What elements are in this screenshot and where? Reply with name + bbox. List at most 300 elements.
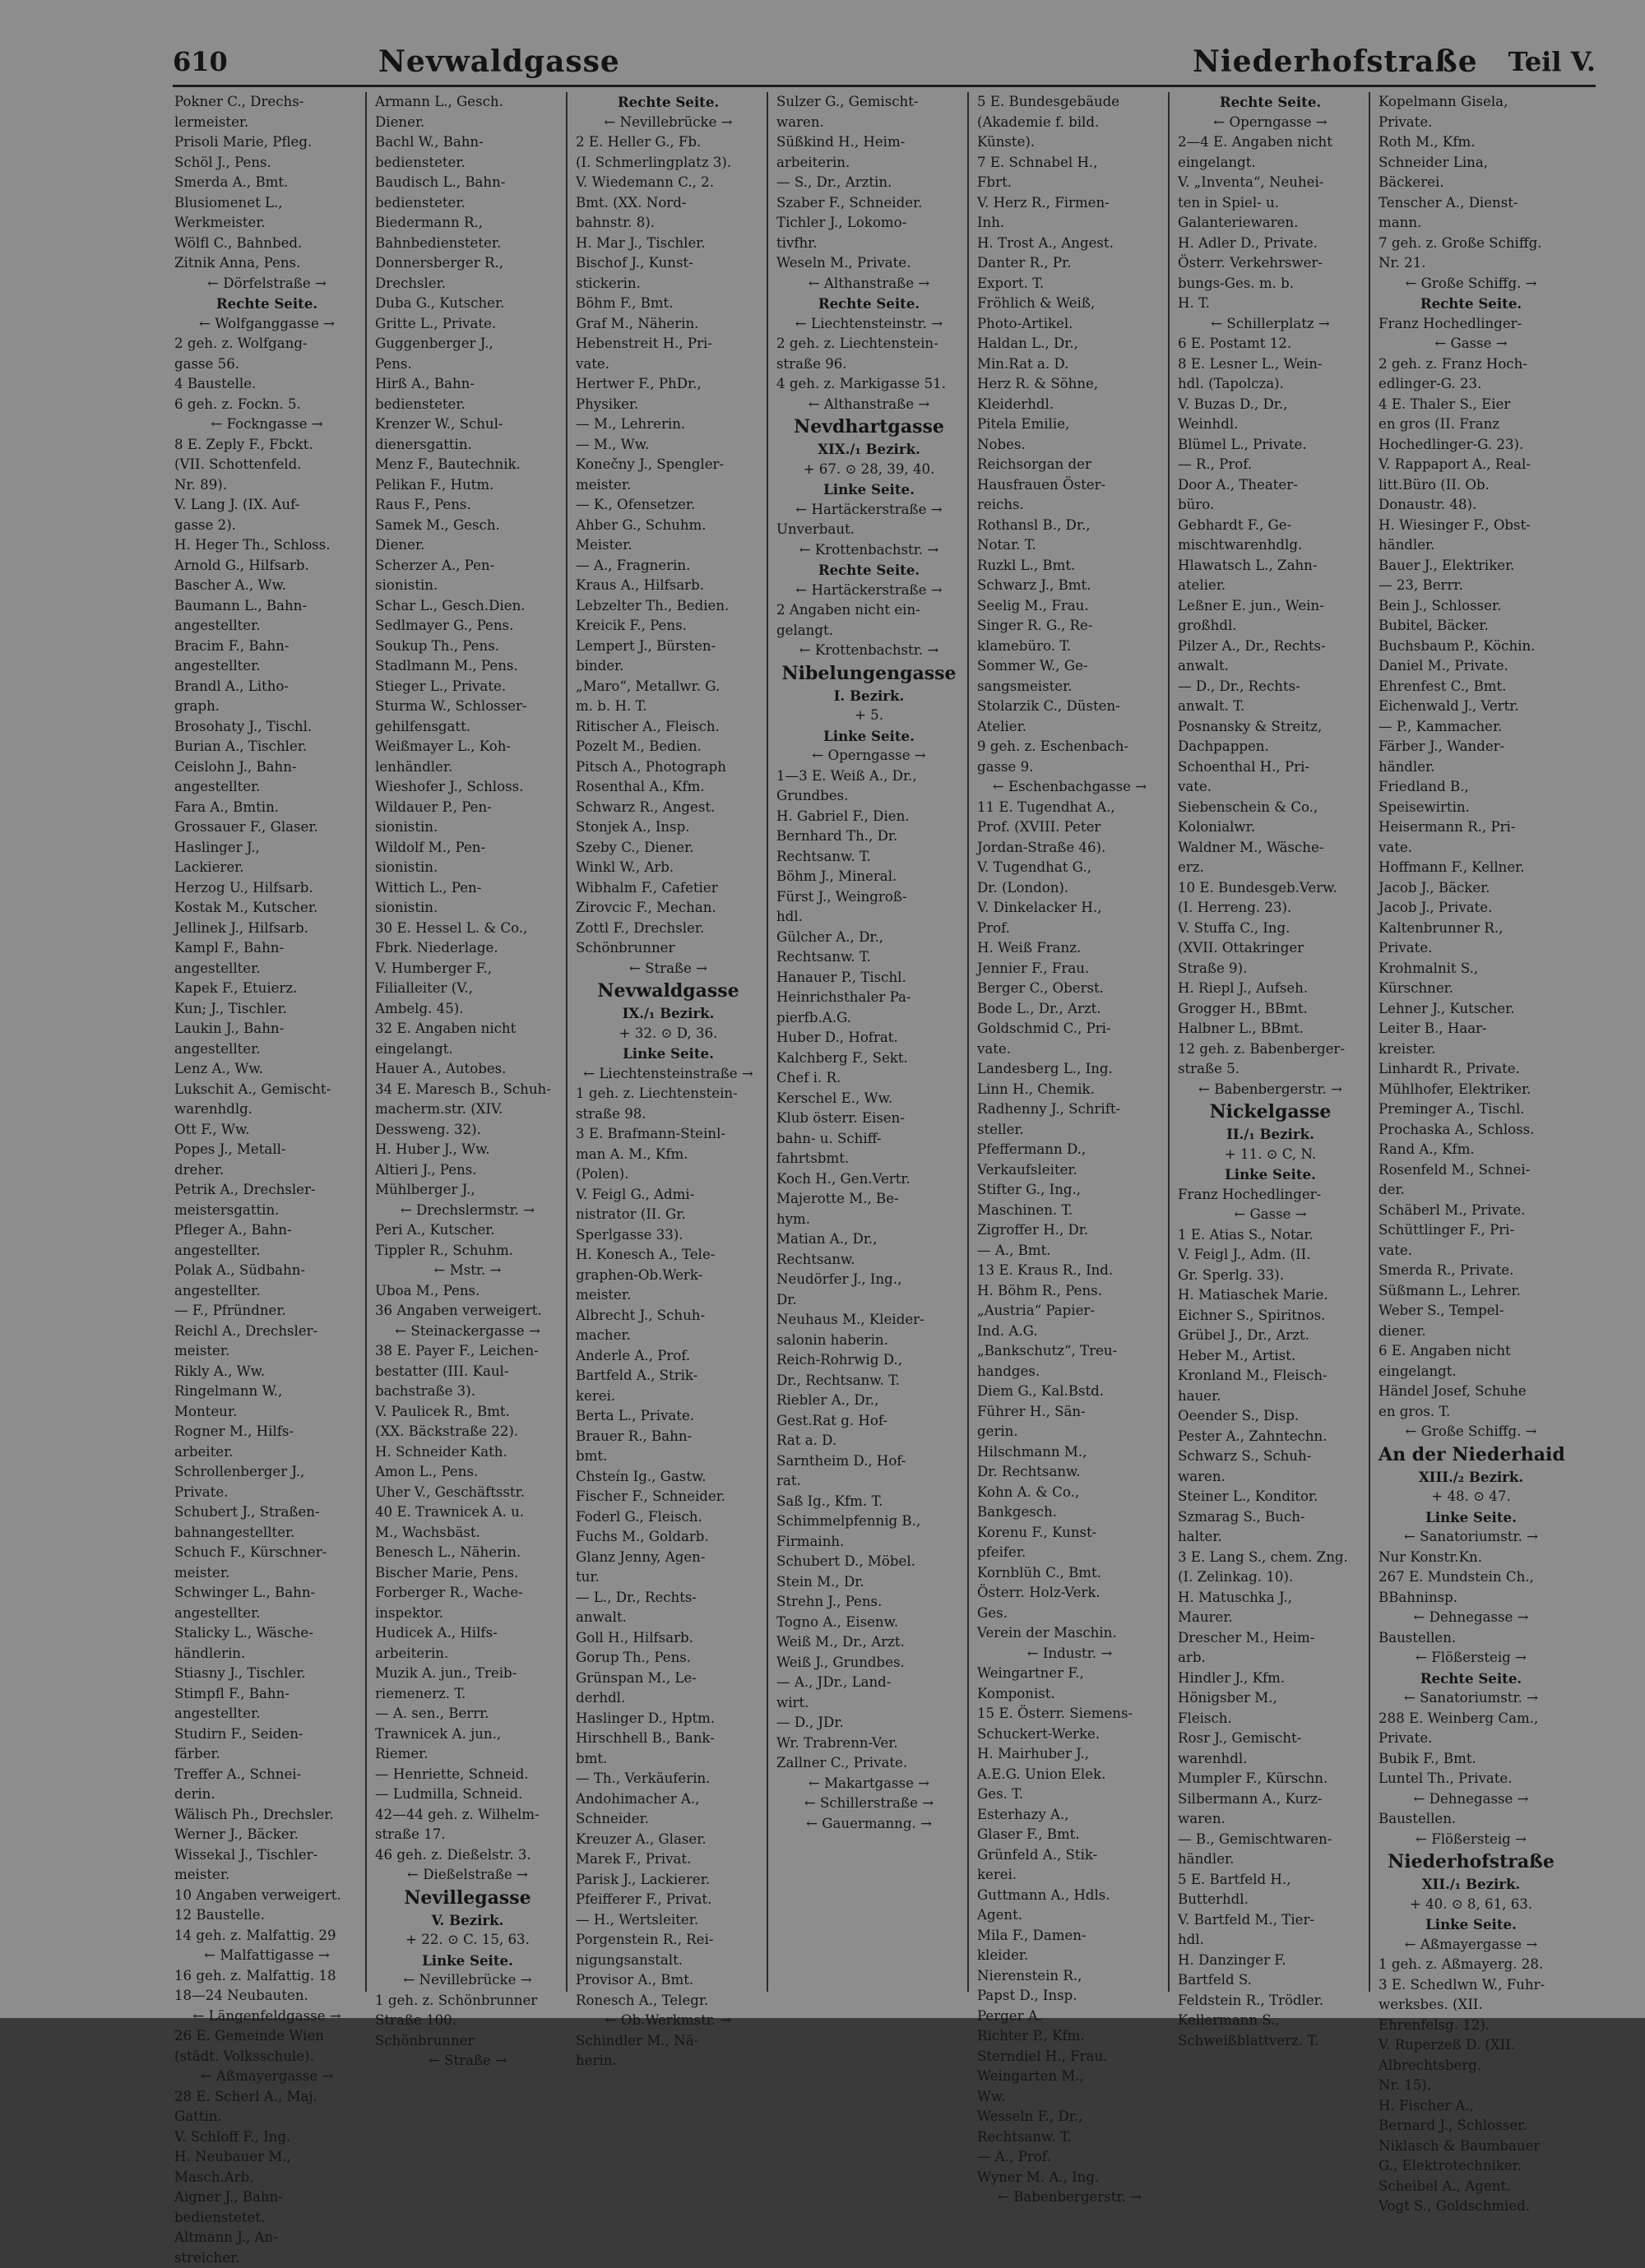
entry-line: sionistin.	[375, 898, 560, 919]
entry-line: Händel Josef, Schuhe	[1379, 1382, 1564, 1402]
postal-info: + 11. ⊙ C, N.	[1178, 1145, 1363, 1165]
cross-street: ← Ob.Werkmstr. →	[576, 2011, 761, 2031]
entry-line: Bubik F., Bmt.	[1379, 1749, 1564, 1770]
postal-info: + 32. ⊙ D, 36.	[576, 1024, 761, 1044]
entry-line: — A., Fragnerin.	[576, 556, 761, 576]
column-divider	[1168, 92, 1170, 1992]
entry-line: graph.	[174, 697, 359, 717]
entry-line: Chef i. R.	[776, 1068, 962, 1089]
entry-line: Stolarzik C., Düsten-	[977, 697, 1162, 717]
entry-line: „Austria“ Papier-	[977, 1301, 1162, 1321]
entry-line: straße 5.	[1178, 1059, 1363, 1080]
entry-line: Eichenwald J., Vertr.	[1379, 697, 1564, 717]
entry-line: — B., Gemischtwaren-	[1178, 1830, 1363, 1850]
entry-line: Feldstein R., Trödler.	[1178, 1991, 1363, 2011]
entry-line: Hirschhell B., Bank-	[576, 1729, 761, 1749]
entry-line: Bernard J., Schlosser.	[1379, 2116, 1564, 2136]
entry-line: Hebenstreit H., Pri-	[576, 334, 761, 354]
entry-line: 267 E. Mundstein Ch.,	[1379, 1567, 1564, 1588]
entry-line: Straße 9).	[1178, 959, 1363, 979]
entry-line: H. T.	[1178, 294, 1363, 314]
entry-line: Bischof J., Kunst-	[576, 253, 761, 274]
entry-line: Reichsorgan der	[977, 455, 1162, 475]
side-label: Linke Seite.	[576, 1044, 761, 1064]
entry-line: arbeiter.	[174, 1442, 359, 1463]
entry-line: Rechtsanw. T.	[776, 847, 962, 868]
entry-line: — A., Bmt.	[977, 1241, 1162, 1261]
entry-line: arbeiterin.	[776, 153, 962, 174]
entry-line: 5 E. Bundesgebäude	[977, 92, 1162, 113]
entry-line: Hausfrauen Öster-	[977, 475, 1162, 496]
entry-line: Matian A., Dr.,	[776, 1229, 962, 1250]
entry-line: halter.	[1178, 1527, 1363, 1548]
entry-line: straße 96.	[776, 354, 962, 375]
entry-line: Eichner S., Spiritnos.	[1178, 1306, 1363, 1326]
entry-line: Ehrenfelsg. 12).	[1379, 2016, 1564, 2036]
entry-line: — Henriette, Schneid.	[375, 1765, 560, 1785]
entry-line: Weseln M., Private.	[776, 253, 962, 274]
entry-line: 40 E. Trawnicek A. u.	[375, 1502, 560, 1523]
entry-line: Wildauer P., Pen-	[375, 798, 560, 818]
entry-line: Waldner M., Wäsche-	[1178, 838, 1363, 859]
column-3	[576, 92, 761, 1992]
entry-line: Papst D., Insp.	[977, 1986, 1162, 2006]
district-label: V. Bezirk.	[375, 1910, 560, 1931]
entry-line: Export. T.	[977, 274, 1162, 294]
side-label: Rechte Seite.	[1178, 92, 1363, 113]
entry-line: 2 geh. z. Liechtenstein-	[776, 334, 962, 354]
entry-line: Seelig M., Frau.	[977, 596, 1162, 617]
entry-line: Kreuzer A., Glaser.	[576, 1830, 761, 1850]
entry-line: 15 E. Österr. Siemens-	[977, 1704, 1162, 1724]
entry-line: Daniel M., Private.	[1379, 656, 1564, 677]
entry-line: Majerotte M., Be-	[776, 1189, 962, 1210]
entry-line: V. Schloff F., Ing.	[174, 2127, 359, 2148]
entry-line: H. Böhm R., Pens.	[977, 1281, 1162, 1302]
entry-line: V. Wiedemann C., 2.	[576, 173, 761, 193]
entry-line: Wr. Trabrenn-Ver.	[776, 1733, 962, 1754]
entry-line: Saß Ig., Kfm. T.	[776, 1492, 962, 1512]
entry-line: gasse 56.	[174, 354, 359, 375]
entry-line: 8 E. Lesner L., Wein-	[1178, 354, 1363, 375]
cross-street: ← Mstr. →	[375, 1261, 560, 1281]
entry-line: Klub österr. Eisen-	[776, 1109, 962, 1129]
entry-line: anwalt.	[1178, 656, 1363, 677]
entry-line: Altieri J., Pens.	[375, 1160, 560, 1181]
entry-line: 4 E. Thaler S., Eier	[1379, 395, 1564, 415]
entry-line: inspektor.	[375, 1604, 560, 1624]
entry-line: Bubitel, Bäcker.	[1379, 616, 1564, 636]
entry-line: Baumann L., Bahn-	[174, 596, 359, 617]
entry-line: Niklasch & Baumbauer	[1379, 2136, 1564, 2157]
entry-line: H. Danzinger F.	[1178, 1951, 1363, 1971]
entry-line: Benesch L., Näherin.	[375, 1543, 560, 1563]
entry-line: Dachpappen.	[1178, 737, 1363, 757]
entry-line: V. Humberger F.,	[375, 959, 560, 979]
street-heading: Nickelgasse	[1178, 1099, 1363, 1124]
entry-line: warenhdlg.	[174, 1099, 359, 1120]
cross-street: ← Aßmayergasse →	[1379, 1935, 1564, 1956]
street-heading: Nevillegasse	[375, 1886, 560, 1910]
entry-line: Lackierer.	[174, 858, 359, 878]
cross-street: ← Nevillebrücke →	[576, 113, 761, 133]
entry-line: straße 98.	[576, 1104, 761, 1125]
entry-line: — 23, Berrr.	[1379, 576, 1564, 596]
entry-line: Rechtsanw. T.	[977, 2127, 1162, 2148]
street-heading: Nevdhartgasse	[776, 414, 962, 439]
entry-line: H. Weiß Franz.	[977, 938, 1162, 959]
entry-line: Bäckerei.	[1379, 173, 1564, 193]
entry-line: Ceislohn J., Bahn-	[174, 757, 359, 778]
entry-line: — H., Wertsleiter.	[576, 1910, 761, 1931]
postal-info: + 48. ⊙ 47.	[1379, 1487, 1564, 1507]
entry-line: — M., Ww.	[576, 435, 761, 456]
entry-line: lermeister.	[174, 113, 359, 133]
entry-line: Schäberl M., Private.	[1379, 1201, 1564, 1221]
entry-line: 3 E. Lang S., chem. Zng.	[1178, 1548, 1363, 1568]
entry-line: Krenzer W., Schul-	[375, 414, 560, 435]
entry-line: Pfleger A., Bahn-	[174, 1220, 359, 1241]
entry-line: H. Adler D., Private.	[1178, 234, 1363, 254]
entry-line: Pitsch A., Photograph	[576, 757, 761, 778]
entry-line: Inh.	[977, 213, 1162, 234]
entry-line: meister.	[174, 1341, 359, 1362]
entry-line: Koch H., Gen.Vertr.	[776, 1169, 962, 1190]
entry-line: gerin.	[977, 1422, 1162, 1442]
entry-line: Tenscher A., Dienst-	[1379, 193, 1564, 214]
entry-line: Bracim F., Bahn-	[174, 636, 359, 657]
entry-line: bedienstetet.	[174, 2208, 359, 2229]
entry-line: Kohn A. & Co.,	[977, 1483, 1162, 1503]
entry-line: Rosr J., Gemischt-	[1178, 1729, 1363, 1749]
entry-line: Hanauer P., Tischl.	[776, 968, 962, 988]
entry-line: H. Schneider Kath.	[375, 1442, 560, 1463]
entry-line: fahrtsbmt.	[776, 1149, 962, 1169]
entry-line: vate.	[576, 354, 761, 375]
side-label: Linke Seite.	[1379, 1914, 1564, 1935]
entry-line: gelangt.	[776, 621, 962, 641]
entry-line: Straße 100.	[375, 2011, 560, 2031]
entry-line: Ges.	[977, 1604, 1162, 1624]
cross-street: ← Liechtensteinstraße →	[576, 1064, 761, 1085]
entry-line: Perger A.	[977, 2006, 1162, 2027]
entry-line: pierfb.A.G.	[776, 1008, 962, 1029]
entry-line: Lenz A., Ww.	[174, 1059, 359, 1080]
entry-line: Chsteín Ig., Gastw.	[576, 1467, 761, 1488]
entry-line: Lebzelter Th., Bedien.	[576, 596, 761, 617]
entry-line: Mumpler F., Kürschn.	[1178, 1769, 1363, 1789]
entry-line: bachstraße 3).	[375, 1382, 560, 1402]
entry-line: Luntel Th., Private.	[1379, 1769, 1564, 1789]
entry-line: Mühlberger J.,	[375, 1180, 560, 1201]
entry-line: Samek M., Gesch.	[375, 516, 560, 536]
street-heading: Nevwaldgasse	[576, 979, 761, 1003]
entry-line: V. Stuffa C., Ing.	[1178, 919, 1363, 939]
entry-line: Gattin.	[174, 2107, 359, 2127]
entry-line: Uher V., Geschäftsstr.	[375, 1483, 560, 1503]
entry-line: Berta L., Private.	[576, 1406, 761, 1427]
entry-line: Stimpfl F., Bahn-	[174, 1684, 359, 1705]
entry-line: Zitnik Anna, Pens.	[174, 253, 359, 274]
district-label: XII./₁ Bezirk.	[1379, 1874, 1564, 1895]
entry-line: Leiter B., Haar-	[1379, 1019, 1564, 1039]
entry-line: Speisewirtin.	[1379, 798, 1564, 818]
entry-line: vate.	[1178, 777, 1363, 798]
entry-line: (XVII. Ottakringer	[1178, 938, 1363, 959]
entry-line: bahn- u. Schiff-	[776, 1129, 962, 1150]
entry-line: Korenu F., Kunst-	[977, 1523, 1162, 1544]
entry-line: Kerschel E., Ww.	[776, 1089, 962, 1109]
entry-line: bestatter (III. Kaul-	[375, 1362, 560, 1382]
entry-line: Weißmayer L., Koh-	[375, 737, 560, 757]
entry-line: Franz Hochedlinger-	[1178, 1185, 1363, 1206]
entry-line: (Akademie f. bild.	[977, 113, 1162, 133]
entry-line: kerei.	[576, 1386, 761, 1407]
columns-area	[174, 92, 1596, 1992]
cross-street: ← Dießelstraße →	[375, 1865, 560, 1886]
cross-street: ← Operngasse →	[1178, 113, 1363, 133]
entry-line: meister.	[576, 475, 761, 496]
entry-line: Sedlmayer G., Pens.	[375, 616, 560, 636]
entry-line: Schwarz S., Schuh-	[1178, 1446, 1363, 1467]
entry-line: 3 E. Schedlwn W., Fuhr-	[1379, 1975, 1564, 1996]
entry-line: Radhenny J., Schrift-	[977, 1099, 1162, 1120]
entry-line: Weingartner F.,	[977, 1664, 1162, 1684]
entry-line: — D., Dr., Rechts-	[1178, 677, 1363, 697]
entry-line: Steiner L., Konditor.	[1178, 1487, 1363, 1507]
cross-street: ← Wolfganggasse →	[174, 314, 359, 335]
entry-line: Door A., Theater-	[1178, 475, 1363, 496]
entry-line: Meister.	[576, 535, 761, 556]
cross-street: ← Steinackergasse →	[375, 1321, 560, 1342]
street-heading: Nibelungengasse	[776, 661, 962, 686]
entry-line: Huber D., Hofrat.	[776, 1028, 962, 1048]
entry-line: eingelangt.	[1379, 1362, 1564, 1382]
cross-street: ← Operngasse →	[776, 746, 962, 766]
entry-line: Blusiomenet L.,	[174, 193, 359, 214]
entry-line: Soukup Th., Pens.	[375, 636, 560, 657]
entry-line: 1 geh. z. Schönbrunner	[375, 1991, 560, 2011]
entry-line: Mühlhofer, Elektriker.	[1379, 1080, 1564, 1100]
cross-street: ← Babenbergerstr. →	[977, 2187, 1162, 2208]
entry-line: Amon L., Pens.	[375, 1462, 560, 1483]
entry-line: Lehner J., Kutscher.	[1379, 999, 1564, 1020]
entry-line: Weiß M., Dr., Arzt.	[776, 1632, 962, 1653]
entry-line: Halbner L., BBmt.	[1178, 1019, 1363, 1039]
cross-street: ← Liechtensteinstr. →	[776, 314, 962, 335]
entry-line: 34 E. Maresch B., Schuh-	[375, 1080, 560, 1100]
entry-line: Schindler M., Nä-	[576, 2031, 761, 2052]
entry-line: Diener.	[375, 535, 560, 556]
street-heading: An der Niederhaid	[1379, 1442, 1564, 1467]
cross-street: ← Schillerstraße →	[776, 1794, 962, 1814]
column-7	[1379, 92, 1564, 1992]
entry-line: Drescher M., Heim-	[1178, 1628, 1363, 1649]
entry-line: Richter P., Kfm.	[977, 2026, 1162, 2047]
entry-line: 14 geh. z. Malfattig. 29	[174, 1926, 359, 1946]
entry-line: angestellter.	[174, 1241, 359, 1261]
entry-line: angestellter.	[174, 1039, 359, 1060]
entry-line: Muzik A. jun., Treib-	[375, 1664, 560, 1684]
cross-street: ← Fockngasse →	[174, 414, 359, 435]
entry-line: Wittich L., Pen-	[375, 878, 560, 899]
entry-line: 7 geh. z. Große Schiffg.	[1379, 234, 1564, 254]
cross-street: ← Althanstraße →	[776, 395, 962, 415]
entry-line: Bankgesch.	[977, 1502, 1162, 1523]
entry-line: hdl. (Tapolcza).	[1178, 374, 1363, 395]
entry-line: sionistin.	[375, 817, 560, 838]
entry-line: Szmarag S., Buch-	[1178, 1507, 1363, 1528]
entry-line: 1 E. Atias S., Notar.	[1178, 1225, 1363, 1246]
entry-line: anwalt.	[576, 1608, 761, 1628]
entry-line: Private.	[174, 1483, 359, 1503]
entry-line: Posnansky & Streitz,	[1178, 717, 1363, 738]
entry-line: Werkmeister.	[174, 213, 359, 234]
entry-line: 1—3 E. Weiß A., Dr.,	[776, 766, 962, 787]
entry-line: Gülcher A., Dr.,	[776, 928, 962, 948]
entry-line: Atelier.	[977, 717, 1162, 738]
entry-line: Schubert J., Straßen-	[174, 1502, 359, 1523]
entry-line: 6 E. Angaben nicht	[1379, 1341, 1564, 1362]
entry-line: riemenerz. T.	[375, 1684, 560, 1705]
entry-line: Wälisch Ph., Drechsler.	[174, 1805, 359, 1826]
entry-line: V. Ruperzeß D. (XII.	[1379, 2035, 1564, 2056]
entry-line: G., Elektrotechniker.	[1379, 2156, 1564, 2177]
entry-line: Zirovcic F., Mechan.	[576, 898, 761, 919]
entry-line: gasse 2).	[174, 516, 359, 536]
entry-line: H. Mairhuber J.,	[977, 1744, 1162, 1765]
entry-line: — D., JDr.	[776, 1713, 962, 1733]
entry-line: Anderle A., Prof.	[576, 1346, 761, 1367]
entry-line: Jordan-Straße 46).	[977, 838, 1162, 859]
entry-line: Studirn F., Seiden-	[174, 1724, 359, 1745]
entry-line: Nr. 89).	[174, 475, 359, 496]
entry-line: Esterhazy A.,	[977, 1805, 1162, 1826]
entry-line: — Th., Verkäuferin.	[576, 1769, 761, 1789]
entry-line: Rand A., Kfm.	[1379, 1140, 1564, 1160]
entry-line: nistrator (II. Gr.	[576, 1205, 761, 1225]
entry-line: — R., Prof.	[1178, 455, 1363, 475]
entry-line: Notar. T.	[977, 535, 1162, 556]
entry-line: Heisermann R., Pri-	[1379, 817, 1564, 838]
entry-line: nigungsanstalt.	[576, 1951, 761, 1971]
entry-line: waren.	[1178, 1467, 1363, 1488]
entry-line: Gebhardt F., Ge-	[1178, 516, 1363, 536]
entry-line: Schimmelpfennig B.,	[776, 1511, 962, 1532]
entry-line: 2 Angaben nicht ein-	[776, 600, 962, 621]
entry-line: Hauer A., Autobes.	[375, 1059, 560, 1080]
entry-line: Rat a. D.	[776, 1431, 962, 1451]
entry-line: Reich-Rohrwig D.,	[776, 1350, 962, 1371]
entry-line: Smerda A., Bmt.	[174, 173, 359, 193]
entry-line: Grünfeld A., Stik-	[977, 1845, 1162, 1866]
entry-line: klamebüro. T.	[977, 636, 1162, 657]
entry-line: eingelangt.	[375, 1039, 560, 1060]
entry-line: Diener.	[375, 113, 560, 133]
entry-line: Kaltenbrunner R.,	[1379, 919, 1564, 939]
entry-line: Peri A., Kutscher.	[375, 1220, 560, 1241]
entry-line: V. Feigl G., Admi-	[576, 1185, 761, 1206]
side-label: Rechte Seite.	[1379, 1669, 1564, 1689]
entry-line: H. Neubauer M.,	[174, 2147, 359, 2168]
entry-line: edlinger-G. 23.	[1379, 374, 1564, 395]
entry-line: Prochaska A., Schloss.	[1379, 1120, 1564, 1141]
entry-line: H. Riepl J., Aufseh.	[1178, 979, 1363, 999]
entry-line: Donnersberger R.,	[375, 253, 560, 274]
entry-line: Schuckert-Werke.	[977, 1724, 1162, 1745]
entry-line: Wibhalm F., Cafetier	[576, 878, 761, 899]
entry-line: Heinrichsthaler Pa-	[776, 988, 962, 1008]
entry-line: warenhdl.	[1178, 1749, 1363, 1770]
district-label: XIX./₁ Bezirk.	[776, 439, 962, 460]
district-label: XIII./₂ Bezirk.	[1379, 1467, 1564, 1488]
entry-line: Private.	[1379, 113, 1564, 133]
entry-line: Butterhdl.	[1178, 1890, 1363, 1910]
entry-line: Galanteriewaren.	[1178, 213, 1363, 234]
entry-line: „Maro“, Metallwr. G.	[576, 677, 761, 697]
left-running-title: Nevwaldgasse	[378, 44, 620, 79]
entry-line: Fuchs M., Goldarb.	[576, 1527, 761, 1548]
entry-line: Kostak M., Kutscher.	[174, 898, 359, 919]
entry-line: Bauer J., Elektriker.	[1379, 556, 1564, 576]
entry-line: Gritte L., Private.	[375, 314, 560, 335]
cross-street: ← Dörfelstraße →	[174, 274, 359, 294]
entry-line: Kolonialwr.	[1178, 817, 1363, 838]
entry-line: büro.	[1178, 495, 1363, 516]
entry-line: streicher.	[174, 2248, 359, 2268]
entry-line: Ww.	[977, 2087, 1162, 2108]
entry-line: 46 geh. z. Dießelstr. 3.	[375, 1845, 560, 1866]
entry-line: Kun; J., Tischler.	[174, 999, 359, 1020]
entry-line: Schweißblattverz. T.	[1178, 2031, 1363, 2052]
entry-line: Kleiderhdl.	[977, 395, 1162, 415]
entry-line: Vogt S., Goldschmied.	[1379, 2196, 1564, 2217]
column-divider	[566, 92, 568, 1992]
column-divider	[967, 92, 969, 1992]
entry-line: Siebenschein & Co.,	[1178, 798, 1363, 818]
entry-line: rat.	[776, 1471, 962, 1492]
entry-line: m. b. H. T.	[576, 697, 761, 717]
entry-line: Verein der Maschin.	[977, 1623, 1162, 1644]
entry-line: Bein J., Schlosser.	[1379, 596, 1564, 617]
entry-line: (I. Zelinkag. 10).	[1178, 1567, 1363, 1588]
entry-line: — A. sen., Berrr.	[375, 1704, 560, 1724]
entry-line: Wildolf M., Pen-	[375, 838, 560, 859]
entry-line: Jellinek J., Hilfsarb.	[174, 919, 359, 939]
entry-line: händlerin.	[174, 1644, 359, 1664]
entry-line: salonin haberin.	[776, 1331, 962, 1351]
district-label: IX./₁ Bezirk.	[576, 1003, 761, 1024]
side-label: Rechte Seite.	[174, 294, 359, 314]
entry-line: Hilschmann M.,	[977, 1442, 1162, 1463]
entry-line: Rosenfeld M., Schnei-	[1379, 1160, 1564, 1181]
entry-line: Leßner E. jun., Wein-	[1178, 596, 1363, 617]
entry-line: Nierenstein R.,	[977, 1966, 1162, 1987]
entry-line: Jacob J., Private.	[1379, 898, 1564, 919]
entry-line: V. Rappaport A., Real-	[1379, 455, 1564, 475]
postal-info: + 5.	[776, 706, 962, 726]
cross-street: ← Nevillebrücke →	[375, 1970, 560, 1991]
cross-street: ← Althanstraße →	[776, 274, 962, 294]
entry-line: Szeby C., Diener.	[576, 838, 761, 859]
entry-line: Forberger R., Wache-	[375, 1583, 560, 1604]
entry-line: en gros (II. Franz	[1379, 414, 1564, 435]
entry-line: Roth M., Kfm.	[1379, 132, 1564, 153]
entry-line: Werner J., Bäcker.	[174, 1825, 359, 1845]
cross-street: ← Gasse →	[1178, 1205, 1363, 1225]
entry-line: Rikly A., Ww.	[174, 1362, 359, 1382]
entry-line: — A., JDr., Land-	[776, 1673, 962, 1693]
